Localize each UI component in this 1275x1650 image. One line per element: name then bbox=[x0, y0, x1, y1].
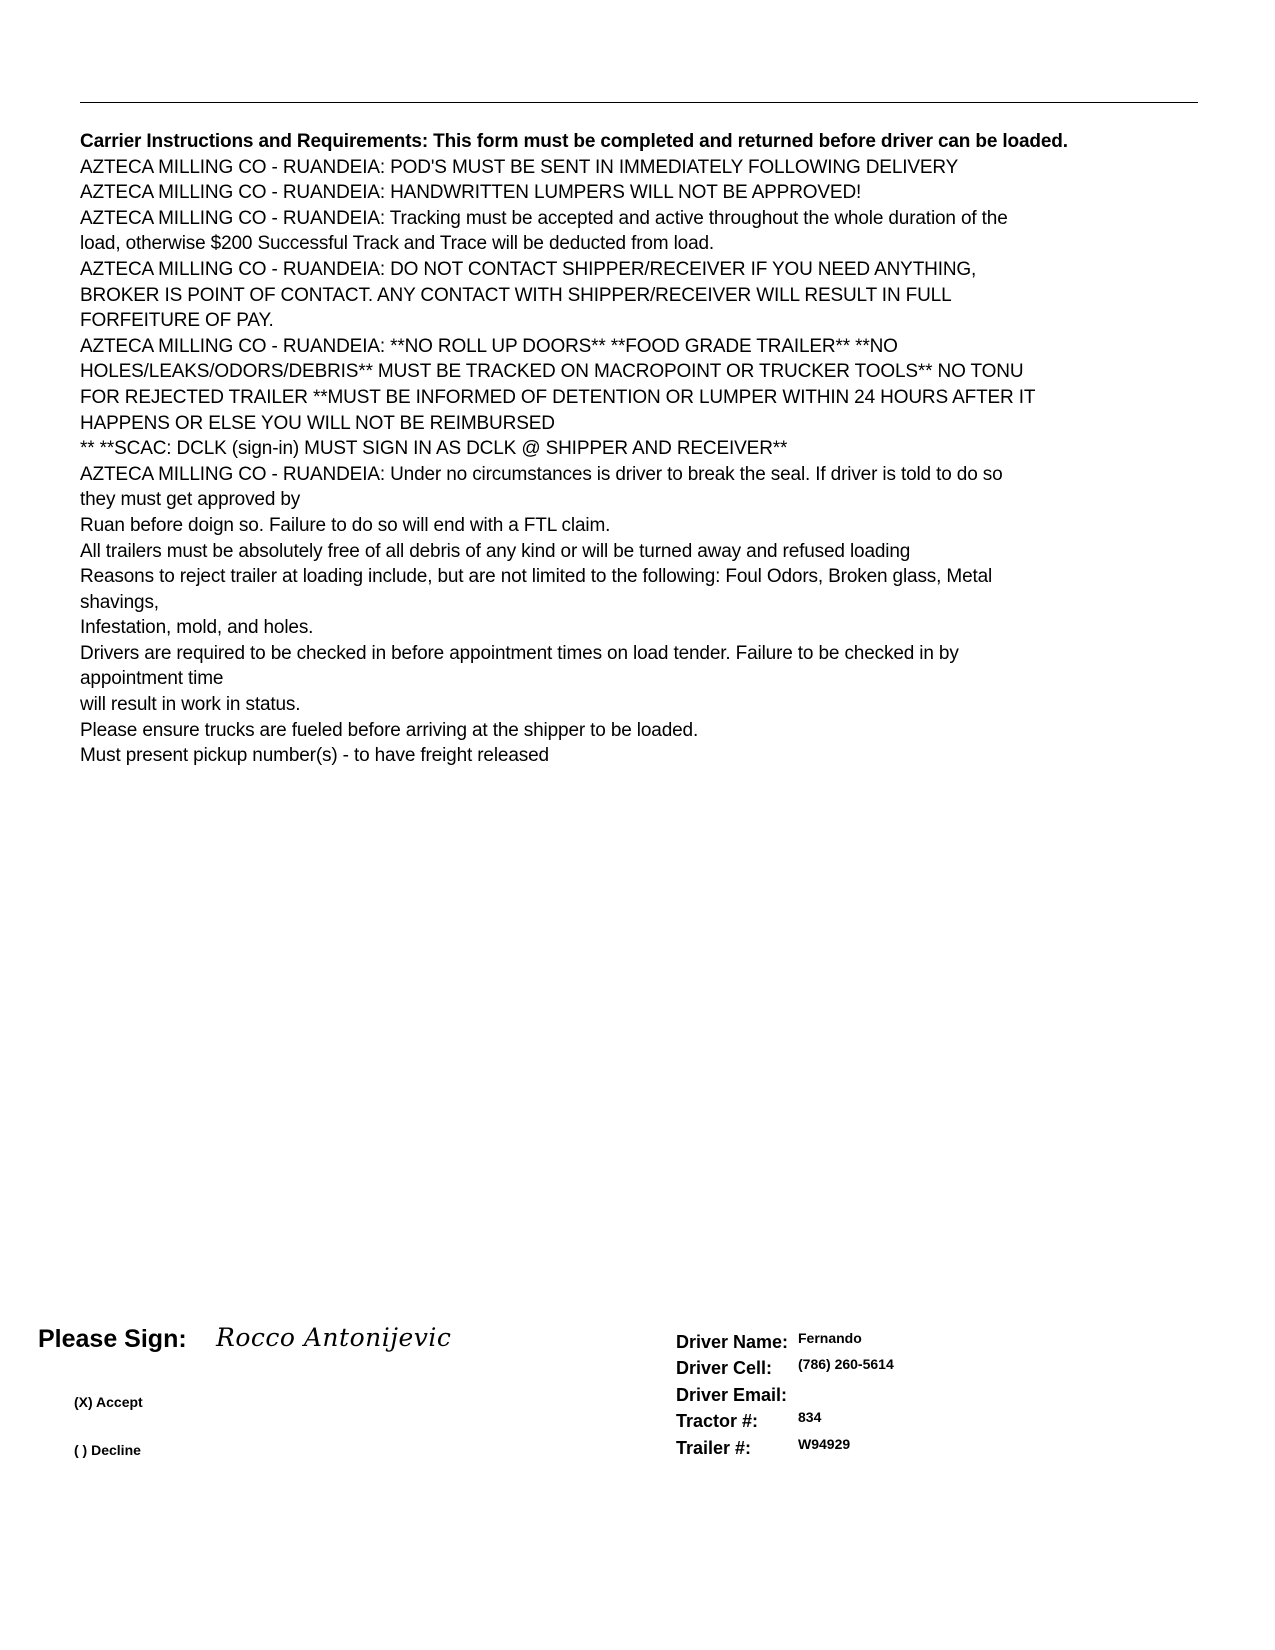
instruction-line: All trailers must be absolutely free of all debris of any kind or will be turned away and refused loading bbox=[80, 540, 911, 562]
instruction-line: will result in work in status. bbox=[80, 694, 301, 716]
instructions-heading: Carrier Instructions and Requirements: This form must be completed and returned before driver can be loaded. bbox=[80, 131, 1068, 152]
signature-block bbox=[38, 1323, 452, 1354]
accept-option[interactable]: (X) Accept bbox=[74, 1394, 143, 1410]
driver-email-label: Driver Email: bbox=[676, 1384, 788, 1405]
driver-cell-label: Driver Cell: bbox=[676, 1358, 773, 1379]
instruction-line: BROKER IS POINT OF CONTACT. ANY CONTACT WITH SHIPPER/RECEIVER WILL RESULT IN FULL bbox=[80, 284, 952, 306]
decline-option[interactable]: ( ) Decline bbox=[74, 1442, 141, 1458]
instruction-line: load, otherwise $200 Successful Track and Trace will be deducted from load. bbox=[80, 233, 715, 255]
instruction-line: FORFEITURE OF PAY. bbox=[80, 310, 274, 332]
instruction-line: ** **SCAC: DCLK (sign-in) MUST SIGN IN AS DCLK @ SHIPPER AND RECEIVER** bbox=[80, 438, 788, 460]
tractor-label: Tractor #: bbox=[676, 1411, 759, 1432]
instruction-line: Reasons to reject trailer at loading include, but are not limited to the following: Foul Odors, Broken glass, Metal bbox=[80, 566, 993, 588]
instruction-line: they must get approved by bbox=[80, 489, 301, 511]
instruction-line: Drivers are required to be checked in before appointment times on load tender. Failure to be checked in by bbox=[80, 642, 959, 664]
carrier-instructions bbox=[80, 129, 1210, 769]
driver-name-value: Fernando bbox=[798, 1330, 862, 1346]
instruction-line: AZTECA MILLING CO - RUANDEIA: **NO ROLL UP DOORS** **FOOD GRADE TRAILER** **NO bbox=[80, 335, 898, 357]
trailer-value: W94929 bbox=[798, 1435, 851, 1452]
trailer-label: Trailer #: bbox=[676, 1437, 752, 1458]
tractor-value: 834 bbox=[798, 1409, 822, 1426]
instruction-line: AZTECA MILLING CO - RUANDEIA: POD'S MUST BE SENT IN IMMEDIATELY FOLLOWING DELIVERY bbox=[80, 156, 959, 178]
instruction-line: AZTECA MILLING CO - RUANDEIA: Tracking must be accepted and active throughout the whole duration of the bbox=[80, 207, 1008, 229]
instruction-line: FOR REJECTED TRAILER **MUST BE INFORMED OF DETENTION OR LUMPER WITHIN 24 HOURS AFTER IT bbox=[80, 386, 1036, 408]
instruction-line: AZTECA MILLING CO - RUANDEIA: DO NOT CONTACT SHIPPER/RECEIVER IF YOU NEED ANYTHING, bbox=[80, 258, 977, 280]
instruction-line: Please ensure trucks are fueled before arriving at the shipper to be loaded. bbox=[80, 719, 699, 741]
top-divider bbox=[80, 102, 1198, 103]
instruction-line: shavings, bbox=[80, 591, 159, 613]
instruction-line: appointment time bbox=[80, 668, 224, 690]
instruction-line: Must present pickup number(s) - to have freight released bbox=[80, 745, 549, 767]
instruction-line: AZTECA MILLING CO - RUANDEIA: HANDWRITTEN LUMPERS WILL NOT BE APPROVED! bbox=[80, 182, 862, 204]
please-sign-label: Please Sign: bbox=[38, 1325, 187, 1353]
instruction-line: Infestation, mold, and holes. bbox=[80, 617, 314, 639]
driver-cell-value: (786) 260-5614 bbox=[798, 1356, 894, 1373]
instruction-line: Ruan before doign so. Failure to do so will end with a FTL claim. bbox=[80, 514, 611, 536]
driver-name-label: Driver Name: bbox=[676, 1332, 789, 1352]
instruction-line: HAPPENS OR ELSE YOU WILL NOT BE REIMBURSED bbox=[80, 412, 555, 434]
instruction-line: HOLES/LEAKS/ODORS/DEBRIS** MUST BE TRACKED ON MACROPOINT OR TRUCKER TOOLS** NO TONU bbox=[80, 361, 1024, 383]
signature: Rocco Antonijevic bbox=[216, 1323, 452, 1352]
instruction-line: AZTECA MILLING CO - RUANDEIA: Under no circumstances is driver to break the seal. If driver is told to do so bbox=[80, 463, 1003, 485]
